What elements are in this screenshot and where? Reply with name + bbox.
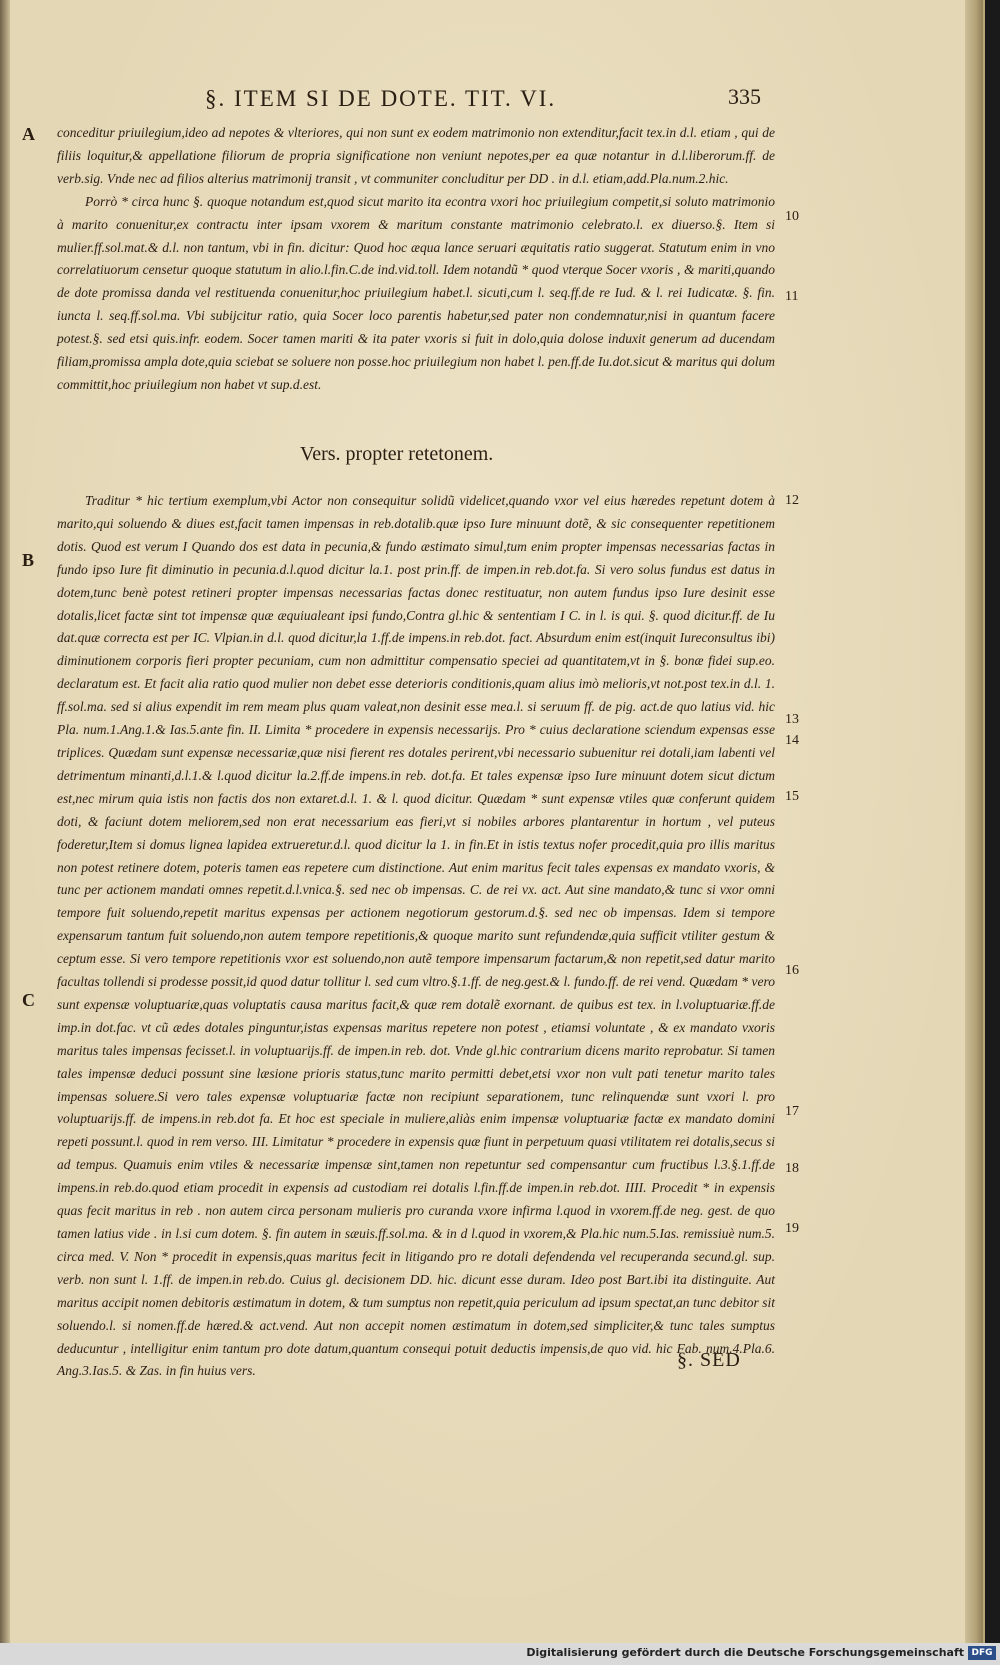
margin-letter-c: C bbox=[22, 990, 35, 1010]
margin-number: 10 bbox=[785, 209, 799, 224]
margin-number: 11 bbox=[785, 289, 799, 304]
text-block-top bbox=[57, 122, 775, 397]
margin-letter-a: A bbox=[22, 124, 35, 144]
paragraph: Traditur * hic tertium exemplum,vbi Actor non consequitur solidũ videlicet,quando vxor vel eius hæredes repetunt dotem à marito,qui soluendo & diues est,facit tamen impensas in reb.dotalib.quæ ipso Iure minuunt dotẽ, & sic consequenter repetitionem dotis. Quod est verum I Quando dos est data in pecunia,& fundo æstimato simul,tum enim propter impensas necessarias factas in fundo ipso Iure fit diminutio in pecunia.d.l.quod dicitur la.1. post prin.ff. de impen.in reb.dot.fa. Si vero solus fundus est datus in dotem,tunc benè potest retineri propter impensas necessarias factas donec restituatur, non autem fundus ipso Iure desinit esse dotalis,licet factæ sint tot impensæ quæ æquiualeant ipsi fundo,Contra gl.hic & sententiam I C. in l. is qui. §. quod dicitur.ff. de Iu dat.quæ correcta est per IC. Vlpian.in d.l. quod dicitur,la 1.ff.de impens.in reb.dot. fact. Absurdum enim est(inquit Iureconsultus ibi) diminutionem corporis fieri propter pecuniam, cum non admittitur compensatio speciei ad quantitatem,vt in §. bonæ fidei sup.eo. declaratum est. Et facit alia ratio quod mulier non debet esse deterioris conditionis,quam alius imò melioris,vt not.post tex.in d.l. 1. ff.sol.ma. sed si alius expendit im rem meam plus quam valeat,non desinit esse mea.l. si seruum ff. de pig. act.de quo latius vid. hic Pla. num.1.Ang.1.& Ias.5.ante fin. II. Limita * procedere in expensis necessarijs. Pro * cuius declaratione sciendum expensas esse triplices. Quædam sunt expensæ necessariæ,quæ nisi fierent res dotales perirent,vbi necessario subuenitur rei dotali,iam labenti vel detrimentum minanti,d.l.1.& l.quod dicitur la.2.ff.de impens.in reb. dot.fa. Et tales expensæ ipso Iure minuunt dotem sicut dictum est,nec mirum quia istis non factis dos non extaret.d.l. 1. & l. quod dicitur. Quædam * sunt expensæ vtiles quæ conferunt quidem doti, & faciunt dotem meliorem,sed non erat necessarium eas fieri,vt si nobiles arbores plantarentur in hortum , vel puteus foderetur,Item si domus lignea lapidea extrueretur.d.l. quod dicitur la 1. in fin.Et in istis textus nofer procedit,quia pro illis maritus non potest retinere dotem, poteris tamen eas repetere cum distinctione. Aut enim maritus fecit tales expensas ex mandato vxoris, & tunc per actionem mandati omnes repetit.d.l.vnica.§. sed nec ob impensas. C. de rei vx. act. Aut sine mandato,& tunc si vxor omni tempore fuit soluendo,repetit maritus expensas per actionem negotiorum gestorum.d.§. sed nec ob impensas. Idem si tempore expensarum tantum fuit soluendo,non autem tempore repetitionis,& quoque marito sunt refundendæ,quia sufficit vtiliter gestum & ceptum esse. Si vero tempore repetitionis vxor est soluendo,non autẽ tempore impensarum factarum,& non repetit,sed datur marito facultas tollendi si prodesse possit,id quod datur tollitur l. sed cum vltro.§.1.ff. de neg.gest.& l. fundo.ff. de rei vend. Quædam * vero sunt expensæ voluptuariæ,quas voluptatis causa maritus facit,& quæ rem dotalẽ exornant. de quibus est tex. in l.voluptuariæ.ff.de imp.in dot.fac. vt cũ ædes dotales pinguntur,istas expensas maritus repetere non potest , etiamsi voluntate , & ex mandato vxoris maritus tales impensas fecisset.l. in voluptuarijs.ff. de impen.in reb. dot. Vnde gl.hic contrarium dicens marito reprobatur. Si tamen tales impensæ deduci possunt sine læsione prioris status,tunc marito permitti debet,etsi vxor non vult pati tenetur marito tales impensas soluere.Si vero tales expensæ voluptuariæ factæ non recipiunt separationem, tunc relinquendæ sunt vxori l. pro voluptuarijs.ff. de impens.in reb.dot fa. Et hoc est speciale in muliere,aliàs enim impensæ voluptuariæ factæ ex mandato domini repeti possunt.l. quod in rem verso. III. Limitatur * procedere in expensis quæ fiunt in perpetuum quasi vtilitatem rei dotalis,secus si ad tempus. Quamuis enim vtiles & necessariæ impensæ sint,tamen non repetuntur sed compensantur cum fructibus l.3.§.1.ff.de impens.in reb.do.quod etiam procedit in expensis ad custodiam rei dotalis l.fin.ff.de impen.in reb.dot. IIII. Procedit * in expensis quas fecit maritus in reb . non autem circa personam mulieris pro curanda vxore infirma l.quod in vxorem.ff.de neg. gest. de quo tamen latius vide . in l.si cum dotem. §. fin autem in sæuis.ff.sol.ma. & in d l.quod in vxorem,& Pla.hic num.5.Ias. remissiuè num.5. circa med. V. Non * procedit in expensis,quas maritus fecit in litigando pro re dotali defendenda vel recuperanda secund.gl. sup. verb. non sunt l. 1.ff. de impen.in reb.do. Cuius gl. decisionem DD. hic. dicunt esse duram. Ideo post Bart.ibi ita distinguite. Aut maritus accipit nomen debitoris æstimatum in dotem, & tum sumptus non repetit,quia periculum ad ipsum spectat,an tunc debitor sit soluendo.l. si nomen.ff.de hæred.& act.vend. Aut non accepit nomen æstimatum in dotem,sed simpliciter,& tunc tales sumptus deducuntur , intelligitur enim tantum pro dote datum,quantum consequi potuit deductis impensis,de quo vid. hic Fab. num.4.Pla.6. Ang.3.Ias.5. & Zas. in fin huius vers. bbox=[57, 493, 775, 1379]
margin-letter-b: B bbox=[22, 550, 35, 570]
text-block-main bbox=[57, 490, 775, 1383]
footer-credit: Digitalisierung gefördert durch die Deutsche Forschungsgemeinschaft bbox=[526, 1646, 964, 1659]
dfg-logo: DFG bbox=[968, 1646, 996, 1660]
header-title: §. ITEM SI DE DOTE. TIT. VI. bbox=[205, 86, 557, 111]
margin-number: 13 bbox=[785, 712, 799, 727]
margin-number: 19 bbox=[785, 1221, 799, 1236]
margin-number: 14 bbox=[785, 733, 799, 748]
page-gutter-shadow bbox=[0, 0, 10, 1643]
digitization-footer bbox=[0, 1643, 1000, 1665]
margin-number: 12 bbox=[785, 493, 799, 508]
catchword: §. SED bbox=[677, 1349, 741, 1371]
page-number: 335 bbox=[728, 84, 761, 109]
margin-number: 15 bbox=[785, 789, 799, 804]
margin-number: 16 bbox=[785, 963, 799, 978]
paragraph: Porrò * circa hunc §. quoque notandum est,quod sicut marito ita econtra vxori hoc priuilegium competit,si soluto matrimonio à marito conuenitur,ex contractu inter ipsam vxorem & maritum constante matrimonio celebrato.l. ex diuerso.§. Item si mulier.ff.sol.mat.& d.l. non tantum, vbi in fin. dicitur: Quod hoc æqua lance seruari æquitatis ratio suggerat. Statutum enim in vno correlatiuorum censetur quoque statutum in alio.l.fin.C.de ind.vid.toll. Idem notandũ * quod vterque Socer vxoris , & mariti,quando de dote promissa danda vel restituenda conuenitur,hoc priuilegium habet.l. sicuti,cum l. seq.ff.de re Iud. & l. rei Iudicatæ. §. fin. iuncta l. seq.ff.sol.ma. Vbi subijcitur ratio, quia Socer loco parentis habetur,sed pater non condemnatur,nisi in quantum facere potest.§. sed etsi quis.infr. eodem. Socer tamen mariti & ita pater vxoris si fuit in dolo,quia dolose induxit generum ad ducendam filiam,promissa ampla dote,quia sciebat se soluere non posse.hoc priuilegium non habet l. pen.ff.de Iu.dot.sicut & maritus qui dolum committit,hoc priuilegium non habet vt sup.d.est. bbox=[57, 193, 775, 392]
margin-number: 18 bbox=[785, 1161, 799, 1176]
paragraph: conceditur priuilegium,ideo ad nepotes & vlteriores, qui non sunt ex eodem matrimonio non extenditur,facit tex.in d.l. etiam , qui de filiis loquitur,& appellatione filiorum de propria significatione non veniunt nepotes,per ea quæ notantur in d.l.liberorum.ff. de verb.sig. Vnde nec ad filios alterius matrimonij transit , vt communiter concluditur per DD . in d.l. etiam,add.Pla.num.2.hic. bbox=[57, 125, 775, 186]
section-heading: Vers. propter retetonem. bbox=[300, 443, 494, 465]
margin-number: 17 bbox=[785, 1104, 799, 1119]
page-edge bbox=[965, 0, 983, 1643]
